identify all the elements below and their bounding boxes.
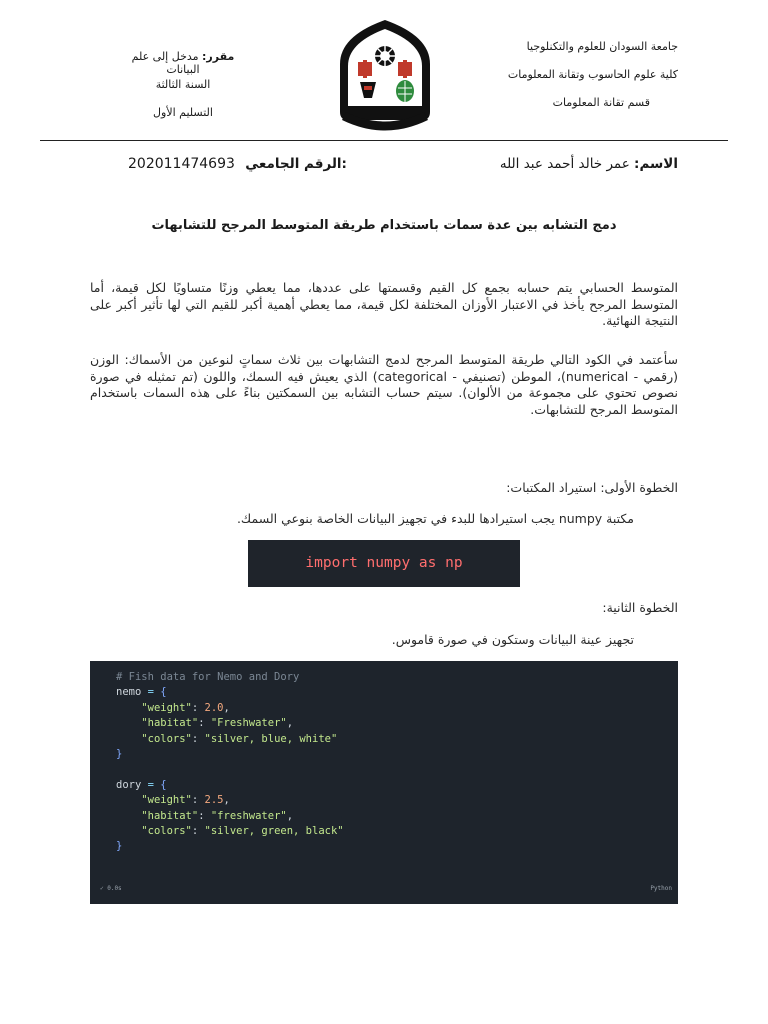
- step1-title: الخطوة الأولى: استيراد المكتبات:: [506, 480, 678, 495]
- code-var-nemo: nemo: [116, 686, 142, 699]
- student-id: [128, 156, 347, 172]
- step2-note: تجهيز عينة البيانات وستكون في صورة قاموس.: [391, 632, 634, 647]
- code-value: "Freshwater": [210, 717, 287, 730]
- student-name-label: الاسم:: [634, 156, 678, 172]
- university-logo: [334, 16, 436, 136]
- student-name: [500, 156, 678, 172]
- import-code-block: import numpy as np: [248, 540, 520, 587]
- code-key: "colors": [141, 825, 192, 838]
- university-name: جامعة السودان للعلوم والتكنلوجيا: [526, 40, 678, 53]
- code-comment: # Fish data for Nemo and Dory: [116, 671, 300, 683]
- header-divider: [40, 140, 728, 141]
- step2-title: الخطوة الثانية:: [602, 600, 678, 615]
- paragraph-averages: المتوسط الحسابي يتم حسابه بجمع كل القيم وقسمتها على عددها، مما يعطي وزنًا متساويًا لكل قيمة، أما المتوسط المرجح يأخذ في الاعتبار الأوزان المختلفة لكل قيمة، مما يعطي أهمية أكبر للقيم التي لها تأثير أكبر على النتيجة النهائية.: [90, 280, 678, 328]
- student-id-value: 202011474693: [128, 156, 235, 172]
- submission-label: التسليم الأول: [153, 106, 213, 119]
- code-value: 2.5: [204, 794, 224, 807]
- code-key: "habitat": [141, 717, 199, 730]
- academic-year: السنة الثالثة: [155, 78, 211, 91]
- college-name: كلية علوم الحاسوب وتقانة المعلومات: [507, 68, 678, 81]
- department-name: قسم تقانة المعلومات: [552, 96, 650, 109]
- code-key: "weight": [141, 794, 192, 807]
- code-value: "silver, green, black": [204, 825, 344, 838]
- cell-status: ✓ 0.0s: [100, 885, 122, 892]
- step1-note: مكتبة numpy يجب استيرادها للبدء في تجهيز البيانات الخاصة بنوعي السمك.: [236, 511, 634, 526]
- student-name-value: عمر خالد أحمد عبد الله: [499, 156, 635, 172]
- code-key: "habitat": [141, 809, 199, 822]
- code-key: "weight": [141, 701, 192, 714]
- cell-language: Python: [650, 885, 672, 892]
- code-key: "colors": [141, 732, 192, 745]
- student-id-label: الرقم الجامعي:: [245, 156, 347, 172]
- code-value: "silver, blue, white": [204, 732, 338, 745]
- course-label: مقرر:: [202, 50, 235, 63]
- code-value: "freshwater": [210, 809, 287, 822]
- document-title: دمج التشابه بين عدة سمات باستخدام طريقة المتوسط المرجح للتشابهات: [151, 218, 617, 233]
- course-value: مدخل إلى علم البيانات: [131, 50, 203, 76]
- course-line: [118, 50, 248, 76]
- code-value: 2.0: [204, 701, 224, 714]
- paragraph-method: سأعتمد في الكود التالي طريقة المتوسط المرجح لدمج التشابهات بين ثلاث سماتٍ لنوعين من الأسماك: الوزن (رقمي - numerical)، الموطن (تصنيفي - categorical) الذي يعيش فيه السمك، واللون (تم تمثيله في صورة نصوص تحتوي على مجموعة من الألوان). سيتم حساب التشابه بين السمكتين بناءً على هذه السمات باستخدام المتوسط المرجح للتشابهات.: [90, 352, 678, 417]
- fish-data-code-block: # Fish data for Nemo and Dory nemo = { "weight": 2.0, "habitat": "Freshwater", "colors": "silver, blue, white" } dory = { "weight": 2.5, "habitat": "freshwater", "colors": "silver, green, black" } ✓ 0.0s Python: [90, 661, 678, 904]
- code-var-dory: dory: [116, 778, 142, 791]
